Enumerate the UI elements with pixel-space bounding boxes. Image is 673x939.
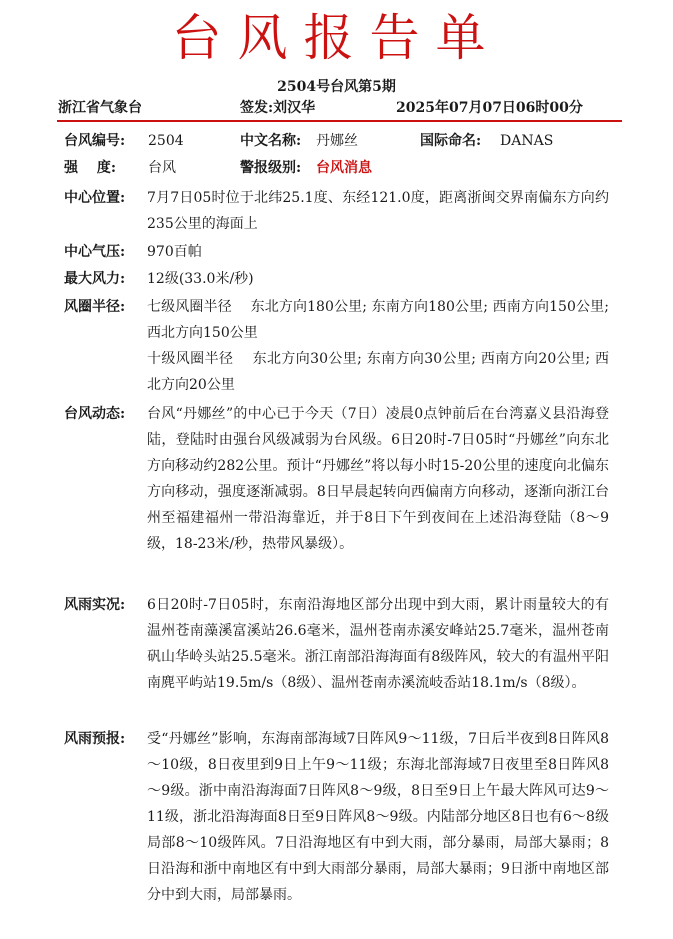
max-wind-text: 12级(33.0米/秒) — [147, 271, 254, 287]
agency-name: 浙江省气象台 — [58, 100, 142, 116]
report-title: 台风报告单 — [171, 9, 502, 67]
issue-number: 2504号台风第5期 — [277, 79, 396, 95]
center-position-label: 中心位置: — [64, 190, 126, 206]
max-wind-label: 最大风力: — [64, 271, 126, 287]
typhoon-code-label: 台风编号: — [64, 133, 126, 149]
issue-time: 2025年07月07日06时00分 — [396, 100, 583, 116]
intl-name-label: 国际命名: — [420, 133, 482, 149]
actual-weather-text: 6日20时-7日05时，东南沿海地区部分出现中到大雨，累计雨量较大的有温州苍南藻溪富溪站26.6毫米，温州苍南赤溪安峰站25.7毫米，温州苍南矾山华岭头站25.5毫米。浙江南部沿海海面有8级阵风，较大的有温州平阳南麂平屿站19.5m/s（8级）、温州苍南赤溪流岐岙站18.1m/s（8级）。 — [147, 597, 609, 691]
cn-name-value: 丹娜丝 — [316, 133, 358, 149]
header-divider — [57, 120, 622, 122]
signer: 签发:刘汉华 — [240, 100, 316, 116]
wind-radius-label: 风圈半径: — [64, 299, 126, 315]
forecast-label: 风雨预报: — [64, 731, 126, 747]
warning-level-label: 警报级别: — [240, 160, 302, 176]
strength-label: 强 度: — [64, 160, 117, 176]
warning-level-value: 台风消息 — [316, 160, 372, 176]
intl-name-value: DANAS — [500, 133, 554, 149]
forecast-text: 受“丹娜丝”影响，东海南部海域7日阵风9～11级，7日后半夜到8日阵风8～10级，8日夜里到9日上午9～11级；东海北部海域7日夜里至8日阵风8～9级。浙中南沿海海面7日阵风8～9级，8日至9日上午最大阵风可达9～11级，浙北沿海海面8日至9日阵风8～9级。内陆部分地区8日也有6～8级局部8～10级阵风。7日沿海地区有中到大雨，部分暴雨，局部大暴雨；8日沿海和浙中南地区有中到大雨部分暴雨，局部大暴雨；9日浙中南地区部分中到大雨，局部暴雨。 — [147, 731, 609, 903]
wind-radius-7-text: 七级风圈半径 东北方向180公里; 东南方向180公里; 西南方向150公里; 西北方向150公里 — [147, 299, 609, 341]
pressure-text: 970百帕 — [147, 244, 202, 260]
dynamics-text: 台风“丹娜丝”的中心已于今天（7日）凌晨0点钟前后在台湾嘉义县沿海登陆，登陆时由强台风级减弱为台风级。6日20时-7日05时“丹娜丝”向东北方向移动约282公里。预计“丹娜丝”将以每小时15-20公里的速度向北偏东方向移动，强度逐渐减弱。8日早晨起转向西偏南方向移动，逐渐向浙江台州至福建福州一带沿海靠近，并于8日下午到夜间在上述沿海登陆（8～9级，18-23米/秒，热带风暴级）。 — [147, 406, 609, 552]
typhoon-code-value: 2504 — [148, 133, 184, 149]
pressure-label: 中心气压: — [64, 244, 126, 260]
dynamics-label: 台风动态: — [64, 406, 126, 422]
center-position-text: 7月7日05时位于北纬25.1度、东经121.0度，距离浙闽交界南偏东方向约235公里的海面上 — [147, 190, 609, 232]
actual-weather-label: 风雨实况: — [64, 597, 126, 613]
cn-name-label: 中文名称: — [240, 133, 302, 149]
wind-radius-10-text: 十级风圈半径 东北方向30公里; 东南方向30公里; 西南方向20公里; 西北方向20公里 — [147, 351, 609, 393]
strength-value: 台风 — [148, 160, 176, 176]
